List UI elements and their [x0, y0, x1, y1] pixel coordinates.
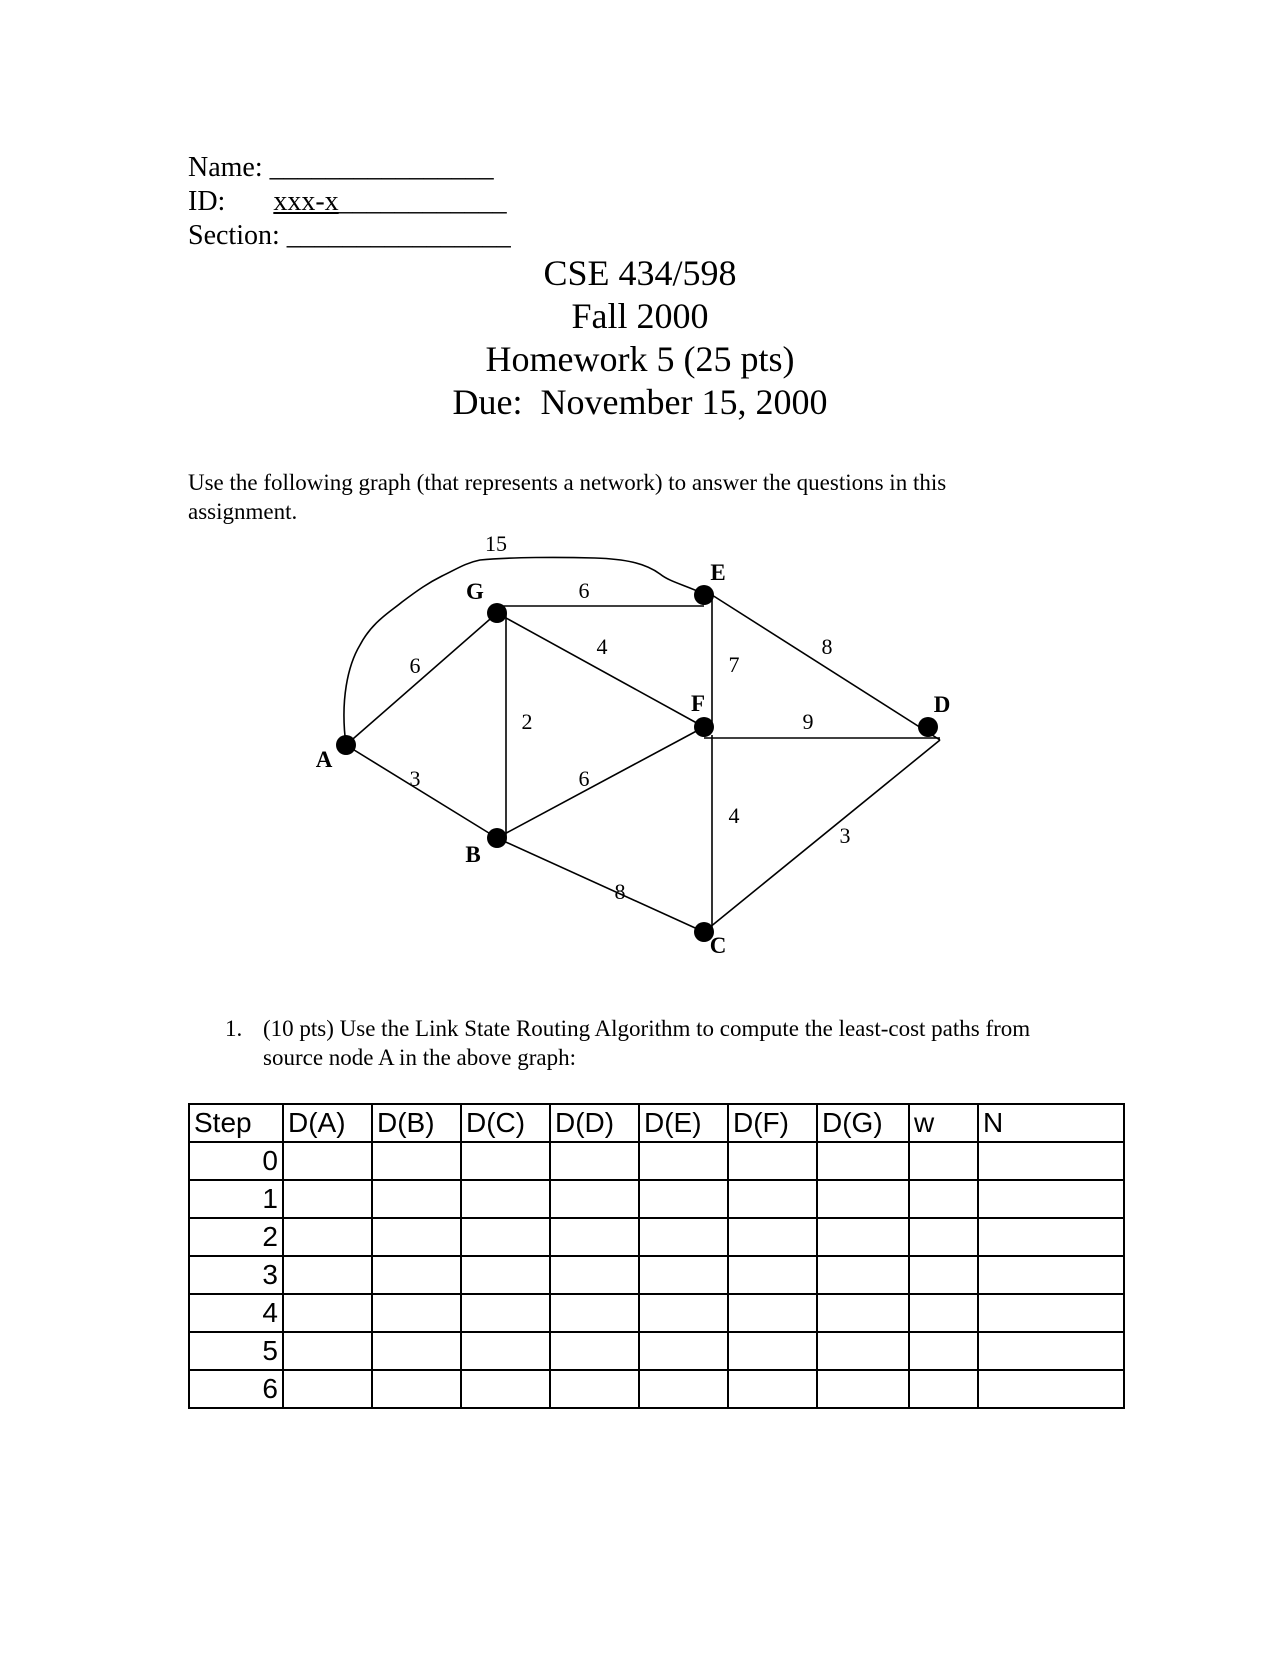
cell-d-d[interactable] — [550, 1142, 639, 1180]
cell-d-d[interactable] — [550, 1256, 639, 1294]
step-cell: 3 — [189, 1256, 283, 1294]
node-F — [694, 717, 714, 737]
cell-d-f[interactable] — [728, 1256, 817, 1294]
edge-E-D — [712, 595, 940, 740]
cell-d-e[interactable] — [639, 1332, 728, 1370]
cell-d-d[interactable] — [550, 1332, 639, 1370]
node-label-F: F — [690, 691, 706, 716]
cell-w[interactable] — [909, 1370, 978, 1408]
col-step: Step — [189, 1104, 283, 1142]
node-A — [336, 735, 356, 755]
cell-w[interactable] — [909, 1180, 978, 1218]
cell-w[interactable] — [909, 1332, 978, 1370]
cell-d-e[interactable] — [639, 1142, 728, 1180]
cell-d-a[interactable] — [283, 1218, 372, 1256]
id-label: ID: — [188, 186, 226, 217]
table-header-row — [189, 1104, 1124, 1142]
cell-n[interactable] — [978, 1370, 1124, 1408]
term-title: Fall 2000 — [571, 296, 709, 336]
node-label-G: G — [466, 579, 484, 604]
cell-d-a[interactable] — [283, 1142, 372, 1180]
node-label-A: A — [315, 747, 333, 772]
link-state-table — [188, 1103, 1125, 1409]
col-w: w — [909, 1104, 978, 1142]
edge-B-C — [497, 838, 704, 932]
node-D — [918, 717, 938, 737]
cost-G-F: 4 — [596, 634, 608, 659]
node-E — [694, 585, 714, 605]
cell-d-c[interactable] — [461, 1294, 550, 1332]
assignment-title: Homework 5 (25 pts) — [485, 339, 795, 379]
cost-A-G: 6 — [409, 653, 421, 678]
cell-d-c[interactable] — [461, 1142, 550, 1180]
cell-d-e[interactable] — [639, 1218, 728, 1256]
cell-d-f[interactable] — [728, 1142, 817, 1180]
cell-n[interactable] — [978, 1180, 1124, 1218]
step-cell: 2 — [189, 1218, 283, 1256]
cell-d-f[interactable] — [728, 1370, 817, 1408]
cell-d-g[interactable] — [817, 1294, 909, 1332]
cell-d-c[interactable] — [461, 1370, 550, 1408]
cell-n[interactable] — [978, 1332, 1124, 1370]
cell-d-e[interactable] — [639, 1180, 728, 1218]
step-cell: 6 — [189, 1370, 283, 1408]
cost-E-D: 8 — [821, 634, 833, 659]
cell-n[interactable] — [978, 1218, 1124, 1256]
col-d-b: D(B) — [372, 1104, 461, 1142]
cell-d-a[interactable] — [283, 1370, 372, 1408]
cell-w[interactable] — [909, 1142, 978, 1180]
cell-d-c[interactable] — [461, 1256, 550, 1294]
edge-A-B — [346, 745, 497, 838]
cell-d-f[interactable] — [728, 1180, 817, 1218]
col-d-e: D(E) — [639, 1104, 728, 1142]
cost-F-D: 9 — [802, 709, 814, 734]
cell-d-b[interactable] — [372, 1332, 461, 1370]
table-row — [189, 1332, 1124, 1370]
node-G — [487, 603, 507, 623]
edge-D-C — [704, 740, 940, 932]
course-title: CSE 434/598 — [543, 253, 737, 293]
cell-d-a[interactable] — [283, 1332, 372, 1370]
cell-n[interactable] — [978, 1294, 1124, 1332]
intro-text: Use the following graph (that represents a network) to answer the questions in this assignment. — [188, 470, 947, 524]
name-label: Name: — [188, 152, 263, 183]
question1-number: 1. — [225, 1016, 243, 1041]
cell-w[interactable] — [909, 1256, 978, 1294]
cost-D-C: 3 — [839, 823, 851, 848]
cost-B-C: 8 — [614, 879, 626, 904]
cost-A-E: 15 — [485, 531, 507, 556]
cell-d-g[interactable] — [817, 1180, 909, 1218]
cell-d-a[interactable] — [283, 1180, 372, 1218]
step-cell: 4 — [189, 1294, 283, 1332]
table-row — [189, 1218, 1124, 1256]
node-B — [487, 828, 507, 848]
cell-d-b[interactable] — [372, 1370, 461, 1408]
cell-d-f[interactable] — [728, 1294, 817, 1332]
node-label-D: D — [933, 692, 951, 717]
cell-d-b[interactable] — [372, 1218, 461, 1256]
section-label: Section: — [188, 220, 280, 251]
cell-d-c[interactable] — [461, 1180, 550, 1218]
cell-n[interactable] — [978, 1256, 1124, 1294]
col-d-g: D(G) — [817, 1104, 909, 1142]
cell-d-g[interactable] — [817, 1256, 909, 1294]
cell-n[interactable] — [978, 1142, 1124, 1180]
cell-d-g[interactable] — [817, 1142, 909, 1180]
cell-d-b[interactable] — [372, 1180, 461, 1218]
id-value: xxx-x — [273, 186, 339, 217]
cell-d-b[interactable] — [372, 1256, 461, 1294]
cost-E-F: 7 — [728, 652, 740, 677]
col-d-c: D(C) — [461, 1104, 550, 1142]
cell-d-d[interactable] — [550, 1180, 639, 1218]
cost-G-E: 6 — [578, 578, 590, 603]
cell-d-f[interactable] — [728, 1218, 817, 1256]
cost-B-F: 6 — [578, 766, 590, 791]
section-blank[interactable]: ________________ — [286, 220, 511, 251]
col-d-d: D(D) — [550, 1104, 639, 1142]
cell-d-e[interactable] — [639, 1370, 728, 1408]
cell-d-f[interactable] — [728, 1332, 817, 1370]
step-cell: 1 — [189, 1180, 283, 1218]
node-label-B: B — [465, 842, 481, 867]
cell-d-c[interactable] — [461, 1332, 550, 1370]
cell-d-a[interactable] — [283, 1256, 372, 1294]
table-row — [189, 1294, 1124, 1332]
table-row — [189, 1370, 1124, 1408]
cost-G-B: 2 — [521, 709, 533, 734]
cell-d-c[interactable] — [461, 1218, 550, 1256]
cell-d-e[interactable] — [639, 1294, 728, 1332]
cell-d-e[interactable] — [639, 1256, 728, 1294]
name-blank[interactable]: ________________ — [269, 152, 494, 183]
cell-d-b[interactable] — [372, 1294, 461, 1332]
table-row — [189, 1256, 1124, 1294]
cost-A-B: 3 — [409, 766, 421, 791]
table-row — [189, 1180, 1124, 1218]
cell-d-g[interactable] — [817, 1218, 909, 1256]
due-date: Due: November 15, 2000 — [452, 382, 828, 422]
edge-B-F — [497, 727, 704, 838]
step-cell: 0 — [189, 1142, 283, 1180]
cell-w[interactable] — [909, 1294, 978, 1332]
id-blank[interactable]: ____________ — [338, 186, 507, 217]
step-cell: 5 — [189, 1332, 283, 1370]
cell-w[interactable] — [909, 1218, 978, 1256]
cell-d-g[interactable] — [817, 1332, 909, 1370]
col-n: N — [978, 1104, 1124, 1142]
node-label-C: C — [709, 933, 727, 958]
cell-d-a[interactable] — [283, 1294, 372, 1332]
node-label-E: E — [710, 560, 726, 585]
cell-d-b[interactable] — [372, 1142, 461, 1180]
cell-d-d[interactable] — [550, 1294, 639, 1332]
cell-d-g[interactable] — [817, 1370, 909, 1408]
cost-F-C: 4 — [728, 803, 740, 828]
table-row — [189, 1142, 1124, 1180]
col-d-f: D(F) — [728, 1104, 817, 1142]
question1-text: (10 pts) Use the Link State Routing Algorithm to compute the least-cost paths from source node A in the above graph: — [263, 1016, 1031, 1070]
cell-d-d[interactable] — [550, 1218, 639, 1256]
cell-d-d[interactable] — [550, 1370, 639, 1408]
col-d-a: D(A) — [283, 1104, 372, 1142]
